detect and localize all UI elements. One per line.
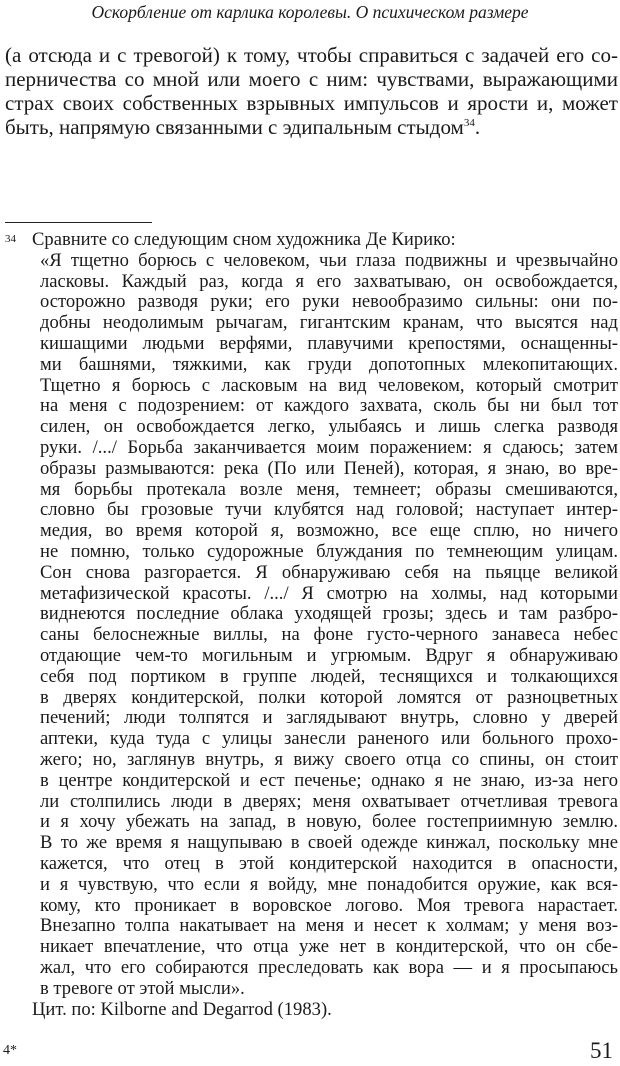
footnote-quote-line: добны неодолимым рычагам, гигантским кранам, что высятся над <box>40 312 618 334</box>
running-header: Оскорбление от карлика королевы. О психическом размере <box>91 2 529 22</box>
main-line-last <box>5 115 618 139</box>
footnote-quote-line: на меня с подозрением: от каждого захвата, сколь бы ни был тот <box>40 395 618 417</box>
footnote-quote-line: образы размываются: река (По или Пеней), которая, я знаю, во вре- <box>40 457 618 479</box>
footnote-quote-line: осторожно разводя руки; его руки невообразимо сильны: они по- <box>40 291 618 313</box>
footnote-quote-line: ли столпились люди в дверях; меня охватывает отчетливая тревога <box>40 790 618 812</box>
footnote-intro: Сравните со следующим сном художника Де Кирико: <box>32 229 456 250</box>
footnote-quote-line: «Я тщетно борюсь с человеком, чьи глаза подвижны и чрезвычайно <box>40 249 618 271</box>
page-number: 51 <box>590 1038 613 1063</box>
footnote-quote-line: и я чувствую, что если я войду, мне понадобится оружие, как вся- <box>40 873 618 895</box>
main-line-text: быть, напрямую связанными с эдипальным стыдом <box>5 115 464 139</box>
footnote-quote-line: и я хочу убежать на запад, в новую, более гостеприимную землю. <box>40 811 618 833</box>
footnote-quote-line: Тщетно я борюсь с ласковым на вид человеком, который смотрит <box>40 374 618 396</box>
footnote-quote-line: кажется, что отец в этой кондитерской находится в опасности, <box>40 853 618 874</box>
end-punctuation: . <box>474 115 481 139</box>
footnote-quote-line: руки. /.../ Борьба заканчивается моим поражением: я сдаюсь; затем <box>40 437 618 458</box>
footnote-reference: 34 <box>463 117 475 129</box>
footnote-quote-line: кому, кто проникает в воровское логово. Моя тревога нарастает. <box>40 894 618 916</box>
footnote-quote-line: в центре кондитерской и ест печенье; однако я не знаю, из-за него <box>40 769 618 791</box>
footnote-quote-line: медия, во время которой я, возможно, все еще сплю, но ничего <box>40 520 618 542</box>
footnote-quote-line: никает впечатление, что отца уже нет в кондитерской, что он сбе- <box>40 936 618 958</box>
footnote-quote-line: метафизической красоты. /.../ Я смотрю на холмы, над которыми <box>40 582 618 604</box>
footnote-quote-line: кишащими людьми верфями, плавучими крепостями, оснащенны- <box>40 333 618 354</box>
footnote-number: 34 <box>5 233 16 245</box>
footnote-quote-line: в тревоге от этой мысли». <box>40 977 245 999</box>
main-line: страх своих собственных взрывных импульсов и ярости и, может <box>5 91 618 115</box>
footnote-quote-line: силен, он освобождается легко, улыбаясь и лишь слегка разводя <box>40 416 618 438</box>
footnote-quote-line: словно бы грозовые тучи клубятся над головой; наступает интер- <box>40 499 618 521</box>
footnote-separator <box>5 222 152 223</box>
footnote-quote-line: жал, что его собираются преследовать как вора — и я просыпаюсь <box>40 957 618 978</box>
footnote-quote-line: ласковы. Каждый раз, когда я его захватываю, он освобождается, <box>40 270 618 292</box>
footnote-citation: Цит. по: Kilborne and Degarrod (1983). <box>32 998 332 1020</box>
footnote-quote-line: не помню, только судорожные блуждания по темнеющим улицам. <box>40 541 618 562</box>
main-line: перничества со мной или моего с ним: чувствами, выражающими <box>5 67 618 91</box>
footnote-quote-line: В то же время я нащупываю в своей одежде кинжал, поскольку мне <box>40 832 618 854</box>
footnote-quote-line: в дверях кондитерской, полки которой ломятся от разноцветных <box>40 686 618 708</box>
footnote-quote-line: ми башнями, тяжкими, как груди допотопных млекопитающих. <box>40 353 618 375</box>
footnote-quote-line: виднеются последние облака уходящей грозы; здесь и там разбро- <box>40 603 618 625</box>
footnote-quote-line: себя под портиком в группе людей, теснящихся и толкающихся <box>40 665 618 687</box>
footnote-quote-line: печений; люди толпятся и заглядывают внутрь, словно у дверей <box>40 707 618 729</box>
footnote-quote-line: саны белоснежные виллы, на фоне густо-черного занавеса небес <box>40 624 618 646</box>
footnote-quote-line: аптеки, куда туда с улицы занесли раненого или больного прохо- <box>40 728 618 750</box>
footnote-quote-line: мя борьбы протекала возле меня, темнеет; образы смешиваются, <box>40 478 618 500</box>
footnote-quote-line: жего; но, заглянув внутрь, я вижу своего отца со спины, он стоит <box>40 749 618 770</box>
main-text <box>5 43 618 139</box>
footnote-quote-line: Внезапно толпа накатывает на меня и несет к холмам; у меня воз- <box>40 915 618 937</box>
footnote-quote-line: Сон снова разгорается. Я обнаруживаю себя на пьяцце великой <box>40 561 618 583</box>
footnote-quote-line: отдающие чем-то могильным и угрюмым. Вдруг я обнаруживаю <box>40 645 618 666</box>
signature-mark: 4* <box>3 1043 17 1058</box>
main-line: (а отсюда и с тревогой) к тому, чтобы справиться с задачей его со- <box>5 43 618 67</box>
